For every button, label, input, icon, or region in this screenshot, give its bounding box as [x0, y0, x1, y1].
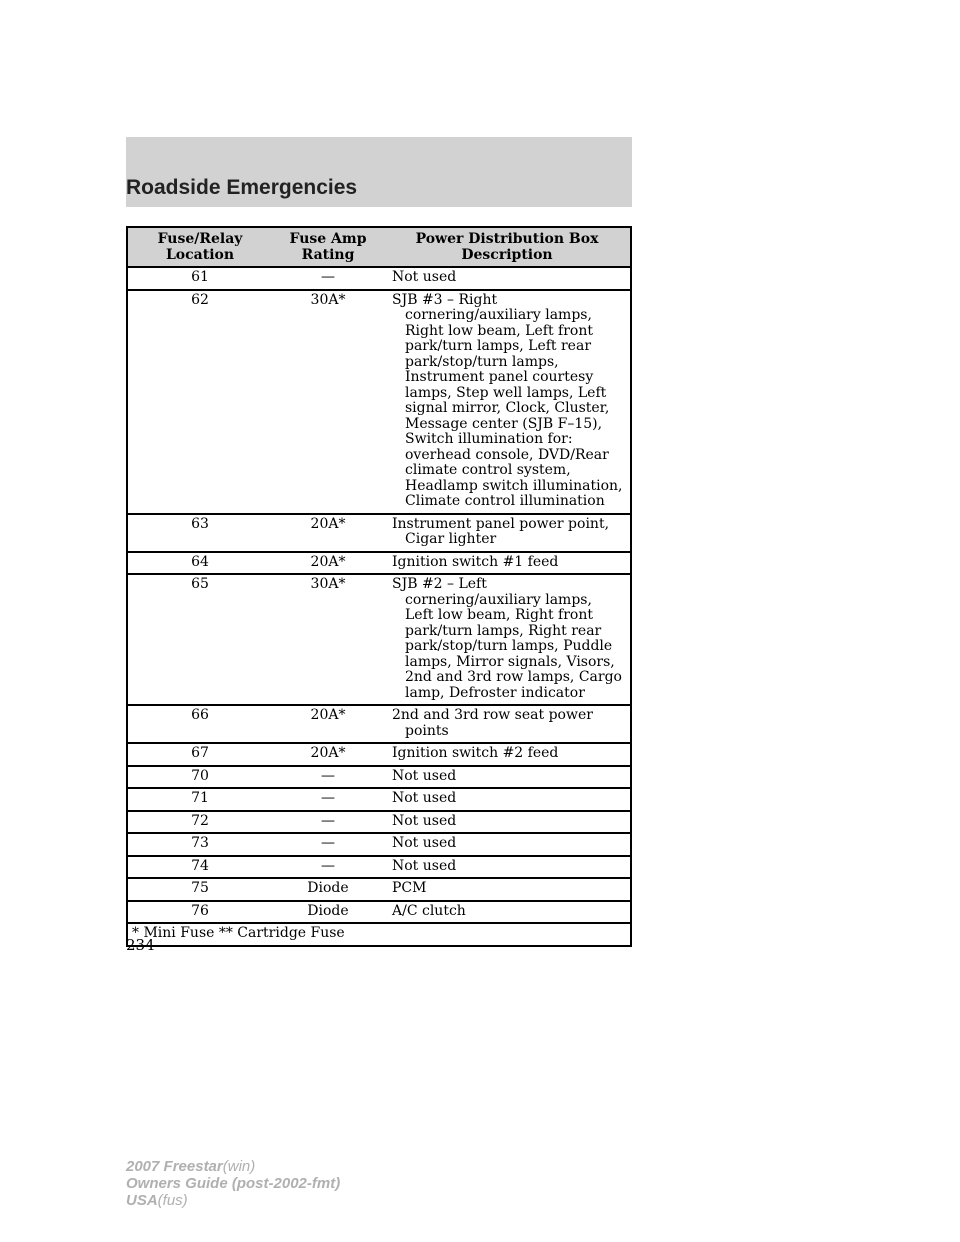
table-row: [127, 833, 631, 856]
table-row: [127, 552, 631, 575]
cell-rating-text: 20A*: [310, 707, 346, 723]
cell-rating: [272, 811, 384, 834]
footer-market: USA: [126, 1192, 158, 1209]
column-header-rating: Fuse Amp Rating: [272, 227, 384, 267]
table-row: [127, 705, 631, 743]
cell-location-text: 70: [191, 767, 209, 784]
cell-rating: [272, 267, 384, 290]
cell-location-text: 67: [191, 745, 209, 761]
cell-location-text: 71: [191, 790, 209, 806]
cell-location: [127, 766, 272, 789]
footer-model-code: (win): [222, 1158, 256, 1175]
column-header-location: Fuse/Relay Location: [127, 227, 272, 267]
cell-description: [384, 514, 631, 552]
cell-rating: [272, 766, 384, 789]
cell-location-text: 74: [191, 857, 209, 874]
cell-location: [127, 267, 272, 290]
footer-model: 2007 Freestar: [126, 1158, 223, 1175]
table-row: [127, 267, 631, 290]
cell-description-text: PCM: [392, 880, 427, 896]
table-row: [127, 788, 631, 811]
cell-rating-text: 20A*: [310, 745, 346, 761]
cell-location: [127, 514, 272, 552]
cell-rating-text: —: [321, 790, 335, 806]
footer-line-2: [126, 1175, 340, 1192]
table-row: [127, 856, 631, 879]
cell-rating-text: —: [321, 857, 335, 874]
fuse-table: [126, 226, 632, 947]
cell-location: [127, 856, 272, 879]
cell-location-text: 61: [191, 269, 209, 285]
cell-rating-text: —: [321, 812, 335, 829]
cell-location: [127, 743, 272, 766]
cell-description-text: SJB #2 – Left cornering/auxiliary lamps, Left low beam, Right front park/turn lamps, Right rear park/stop/turn lamps, Puddle lamps, Mirror signals, Visors, 2nd and 3rd row lamps, Cargo lamp, Defroster indicator: [392, 576, 622, 701]
cell-description-text: Not used: [392, 767, 457, 784]
cell-rating: [272, 788, 384, 811]
cell-rating: [272, 514, 384, 552]
cell-rating: [272, 856, 384, 879]
cell-description: [384, 290, 631, 514]
cell-description-text: Ignition switch #2 feed: [392, 745, 559, 761]
table-row: [127, 743, 631, 766]
cell-description: [384, 743, 631, 766]
cell-rating-text: Diode: [307, 880, 349, 896]
cell-rating: [272, 574, 384, 705]
cell-location-text: 76: [191, 902, 209, 919]
cell-location-text: 73: [191, 835, 209, 851]
footer-guide: Owners Guide (post-2002-fmt): [126, 1175, 341, 1192]
cell-location-text: 66: [191, 707, 209, 723]
cell-rating-text: —: [321, 835, 335, 851]
column-header-description: Power Distribution Box Description: [384, 227, 631, 267]
cell-description-text: Not used: [392, 790, 457, 806]
cell-location: [127, 574, 272, 705]
cell-rating-text: 30A*: [310, 291, 346, 308]
cell-description: [384, 705, 631, 743]
cell-location: [127, 788, 272, 811]
cell-rating: [272, 833, 384, 856]
cell-rating: [272, 878, 384, 901]
table-row: [127, 878, 631, 901]
cell-location: [127, 878, 272, 901]
cell-location: [127, 811, 272, 834]
cell-rating-text: —: [321, 269, 335, 285]
cell-description: [384, 811, 631, 834]
cell-description: [384, 833, 631, 856]
cell-description-text: Instrument panel power point, Cigar lighter: [392, 515, 610, 547]
section-title: Roadside Emergencies: [126, 176, 358, 199]
cell-location: [127, 833, 272, 856]
cell-location-text: 62: [191, 291, 209, 308]
cell-description: [384, 574, 631, 705]
table-row: [127, 811, 631, 834]
cell-location-text: 75: [191, 880, 209, 896]
cell-description-text: Ignition switch #1 feed: [392, 553, 559, 570]
cell-description-text: Not used: [392, 835, 457, 851]
table-row: [127, 766, 631, 789]
cell-location-text: 64: [191, 553, 209, 570]
cell-description: [384, 856, 631, 879]
cell-description: [384, 788, 631, 811]
cell-description-text: Not used: [392, 812, 457, 829]
table-footnote: * Mini Fuse ** Cartridge Fuse: [127, 923, 631, 946]
cell-location: [127, 290, 272, 514]
table-footnote-row: [127, 923, 631, 946]
page-number: 234: [126, 936, 155, 954]
cell-location-text: 65: [191, 576, 209, 592]
cell-description-text: A/C clutch: [392, 902, 466, 919]
cell-rating: [272, 743, 384, 766]
cell-description: [384, 552, 631, 575]
table-row: [127, 901, 631, 924]
table-row: [127, 574, 631, 705]
cell-rating: [272, 552, 384, 575]
table-body: [127, 267, 631, 946]
cell-description: [384, 766, 631, 789]
cell-rating-text: Diode: [307, 902, 349, 919]
cell-rating: [272, 290, 384, 514]
cell-description: [384, 878, 631, 901]
table-header-row: [127, 227, 631, 267]
document-footer: [126, 1158, 340, 1209]
footer-line-1: [126, 1158, 340, 1175]
cell-rating: [272, 705, 384, 743]
cell-location-text: 63: [191, 515, 209, 532]
cell-description-text: Not used: [392, 269, 457, 285]
cell-rating-text: —: [321, 767, 335, 784]
cell-rating-text: 20A*: [310, 515, 346, 532]
cell-description: [384, 901, 631, 924]
cell-location: [127, 901, 272, 924]
footer-market-code: (fus): [157, 1192, 188, 1209]
cell-rating-text: 20A*: [310, 553, 346, 570]
table-row: [127, 514, 631, 552]
footer-line-3: [126, 1192, 340, 1209]
cell-description: [384, 267, 631, 290]
cell-rating-text: 30A*: [310, 576, 346, 592]
cell-description-text: 2nd and 3rd row seat power points: [392, 707, 593, 739]
table-row: [127, 290, 631, 514]
cell-description-text: Not used: [392, 857, 457, 874]
cell-location-text: 72: [191, 812, 209, 829]
cell-rating: [272, 901, 384, 924]
cell-location: [127, 552, 272, 575]
cell-location: [127, 705, 272, 743]
cell-description-text: SJB #3 – Right cornering/auxiliary lamps, Right low beam, Left front park/turn lamps, Left rear park/stop/turn lamps, Instrument panel courtesy lamps, Step well lamps, Left signal mirror, Clock, Cluster, Message center (SJB F–15), Switch illumination for: overhead console, DVD/Rear climate control system, Headlamp switch illumination, Climate control illumination: [392, 291, 623, 509]
